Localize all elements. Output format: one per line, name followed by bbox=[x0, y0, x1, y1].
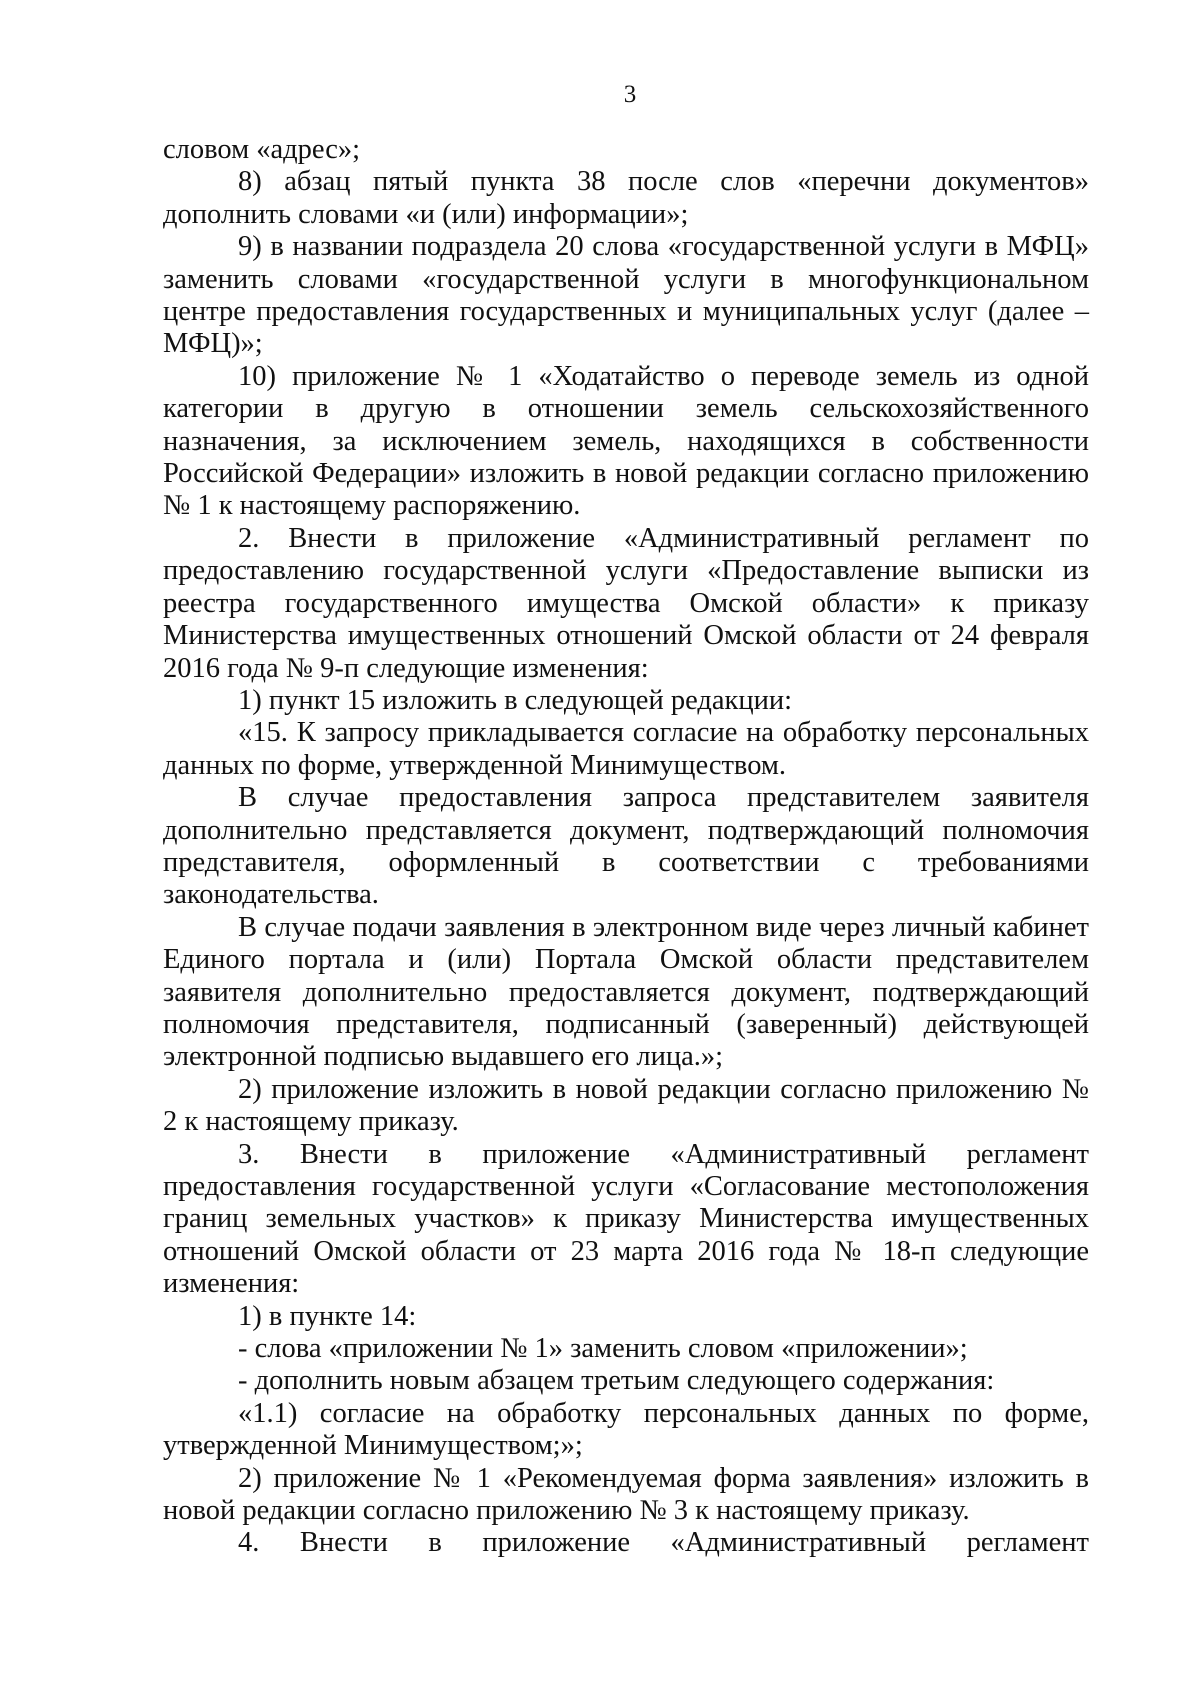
page-number: 3 bbox=[623, 81, 637, 108]
document-body bbox=[163, 134, 1089, 1560]
paragraph-section-2-item-2: 2) приложение изложить в новой редакции согласно приложению № 2 к настоящему приказу. bbox=[163, 1073, 1089, 1138]
paragraph-section-3-item-1: 1) в пункте 14: bbox=[238, 1300, 417, 1332]
paragraph-item-8: 8) абзац пятый пункта 38 после слов «перечни документов» дополнить словами «и (или) информации»; bbox=[163, 166, 1089, 230]
paragraph-quote-15: «15. К запросу прикладывается согласие на обработку персональных данных по форме, утвержденной Минимуществом. bbox=[163, 717, 1089, 781]
paragraph-representative: В случае предоставления запроса представителем заявителя дополнительно представляется документ, подтверждающий полномочия представителя, оформленный в соответствии с требованиями законодательства. bbox=[163, 782, 1089, 911]
paragraph-section-4: 4. Внести в приложение «Административный регламент bbox=[238, 1527, 1089, 1559]
paragraph-dash-2: - дополнить новым абзацем третьим следующего содержания: bbox=[238, 1365, 995, 1397]
paragraph-item-10: 10) приложение № 1 «Ходатайство о переводе земель из одной категории в другую в отношении земель сельскохозяйственного назначения, за исключением земель, находящихся в собственности Российской Федерации» изложить в новой редакции согласно приложению № 1 к настоящему распоряжению. bbox=[163, 360, 1089, 522]
paragraph-quote-1-1: «1.1) согласие на обработку персональных данных по форме, утвержденной Минимуществом;»; bbox=[163, 1397, 1089, 1462]
paragraph-item-9: 9) в названии подраздела 20 слова «государственной услуги в МФЦ» заменить словами «государственной услуги в многофункциональном центре предоставления государственных и муниципальных услуг (далее – МФЦ)»; bbox=[163, 231, 1089, 360]
paragraph-section-3-item-2: 2) приложение № 1 «Рекомендуемая форма заявления» изложить в новой редакции согласно приложению № 3 к настоящему приказу. bbox=[163, 1462, 1089, 1527]
paragraph-section-2: 2. Внести в приложение «Административный регламент по предоставлению государственной услуги «Предоставление выписки из реестра государственного имущества Омской области» к приказу Министерства имущественных отношений Омской области от 24 февраля 2016 года № 9-п следующие изменения: bbox=[163, 522, 1089, 684]
paragraph-continuation: словом «адрес»; bbox=[163, 134, 361, 165]
paragraph-section-3: 3. Внести в приложение «Административный регламент предоставления государственной услуги «Согласование местоположения границ земельных участков» к приказу Министерства имущественных отношений Омской области от 23 марта 2016 года № 18-п следующие изменения: bbox=[163, 1138, 1089, 1300]
paragraph-section-2-item-1: 1) пункт 15 изложить в следующей редакции: bbox=[238, 684, 793, 716]
paragraph-electronic: В случае подачи заявления в электронном виде через личный кабинет Единого портала и (или) Портала Омской области представителем заявителя дополнительно предоставляется документ, подтверждающий полномочия представителя, подписанный (заверенный) действующей электронной подписью выдавшего его лица.»; bbox=[163, 911, 1089, 1073]
paragraph-dash-1: - слова «приложении № 1» заменить словом «приложении»; bbox=[238, 1333, 968, 1365]
